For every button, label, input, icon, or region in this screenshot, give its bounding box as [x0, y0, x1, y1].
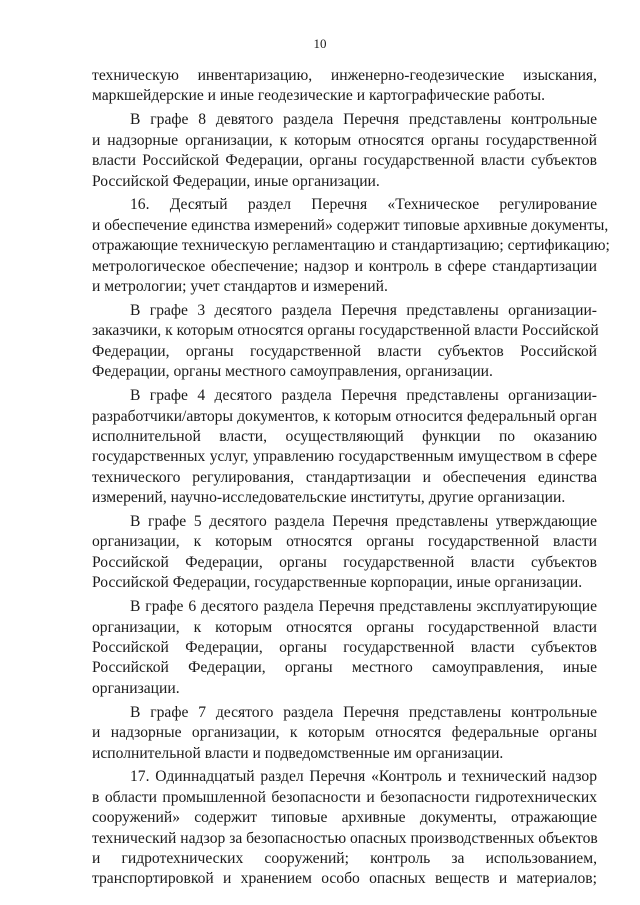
text-line: измерений, научно-исследовательские институты, другие организации. — [92, 489, 566, 507]
paragraph — [92, 301, 597, 383]
text-line: и надзорные организации, к которым относятся органы государственной — [92, 131, 597, 149]
page-number: 10 — [313, 36, 327, 51]
paragraph — [92, 703, 597, 764]
text-line: маркшейдерские и иные геодезические и картографические работы. — [92, 87, 546, 105]
text-line: государственных услуг, управлению государственным имуществом в сфере — [92, 448, 597, 466]
text-line: В графе 4 десятого раздела Перечня представлены организации- — [130, 387, 597, 405]
text-line: исполнительной власти, осуществляющий функции по оказанию — [92, 427, 597, 445]
text-line: исполнительной власти и подведомственные им организации. — [92, 744, 504, 762]
paragraph — [92, 512, 597, 594]
text-line: 17. Одиннадцатый раздел Перечня «Контроль и технический надзор — [130, 768, 597, 786]
text-line: в области промышленной безопасности и безопасности гидротехнических — [92, 788, 597, 806]
text-line: организации, к которым относятся органы государственной власти — [92, 618, 597, 636]
text-line: власти Российской Федерации, органы государственной власти субъектов — [92, 152, 597, 170]
paragraph — [92, 386, 597, 508]
paragraph — [92, 110, 597, 192]
text-line: и надзорные организации, к которым относятся федеральные органы — [92, 724, 597, 742]
text-line: отражающие техническую регламентацию и стандартизацию; сертификацию; — [92, 237, 610, 255]
text-line: и обеспечение единства измерений» содержит типовые архивные документы, — [92, 216, 609, 234]
text-line: Федерации, органы местного самоуправления, организации. — [92, 363, 493, 381]
paragraph — [92, 66, 597, 107]
text-line: организации, к которым относятся органы государственной власти — [92, 533, 597, 551]
text-line: метрологическое обеспечение; надзор и контроль в сфере стандартизации — [92, 257, 597, 275]
text-line: Федерации, органы государственной власти субъектов Российской — [92, 342, 597, 360]
text-line: 16. Десятый раздел Перечня «Техническое регулирование — [130, 196, 597, 214]
text-line: и метрологии; учет стандартов и измерений. — [92, 278, 388, 296]
text-line: и гидротехнических сооружений; контроль за использованием, — [92, 850, 597, 868]
text-line: Российской Федерации, органы государственной власти субъектов — [92, 638, 597, 656]
text-line: Российской Федерации, органы государственной власти субъектов — [92, 553, 597, 571]
text-line: В графе 6 десятого раздела Перечня представлены эксплуатирующие — [130, 598, 597, 616]
text-line: В графе 7 десятого раздела Перечня представлены контрольные — [130, 703, 597, 721]
paragraph — [92, 767, 597, 889]
text-line: технический надзор за безопасностью опасных производственных объектов — [92, 829, 598, 847]
document-body — [92, 66, 610, 893]
text-line: Российской Федерации, органы местного самоуправления, иные — [92, 659, 597, 677]
paragraph — [92, 195, 610, 297]
text-line: технического регулирования, стандартизации и обеспечения единства — [92, 468, 597, 486]
paragraph — [92, 597, 597, 699]
text-line: разработчики/авторы документов, к которым относится федеральный орган — [92, 407, 597, 425]
text-line: организации. — [92, 679, 180, 697]
text-line: транспортировкой и хранением особо опасных веществ и материалов; — [92, 870, 597, 888]
text-line: заказчики, к которым относятся органы государственной власти Российской — [92, 322, 599, 340]
text-line: В графе 3 десятого раздела Перечня представлены организации- — [130, 301, 597, 319]
text-line: техническую инвентаризацию, инженерно-геодезические изыскания, — [92, 67, 597, 84]
text-line: В графе 5 десятого раздела Перечня представлены утверждающие — [130, 513, 597, 531]
text-line: сооружений» содержит типовые архивные документы, отражающие — [92, 809, 597, 827]
text-line: Российской Федерации, государственные корпорации, иные организации. — [92, 574, 583, 592]
text-line: В графе 8 девятого раздела Перечня представлены контрольные — [130, 111, 597, 129]
text-line: Российской Федерации, иные организации. — [92, 172, 380, 190]
